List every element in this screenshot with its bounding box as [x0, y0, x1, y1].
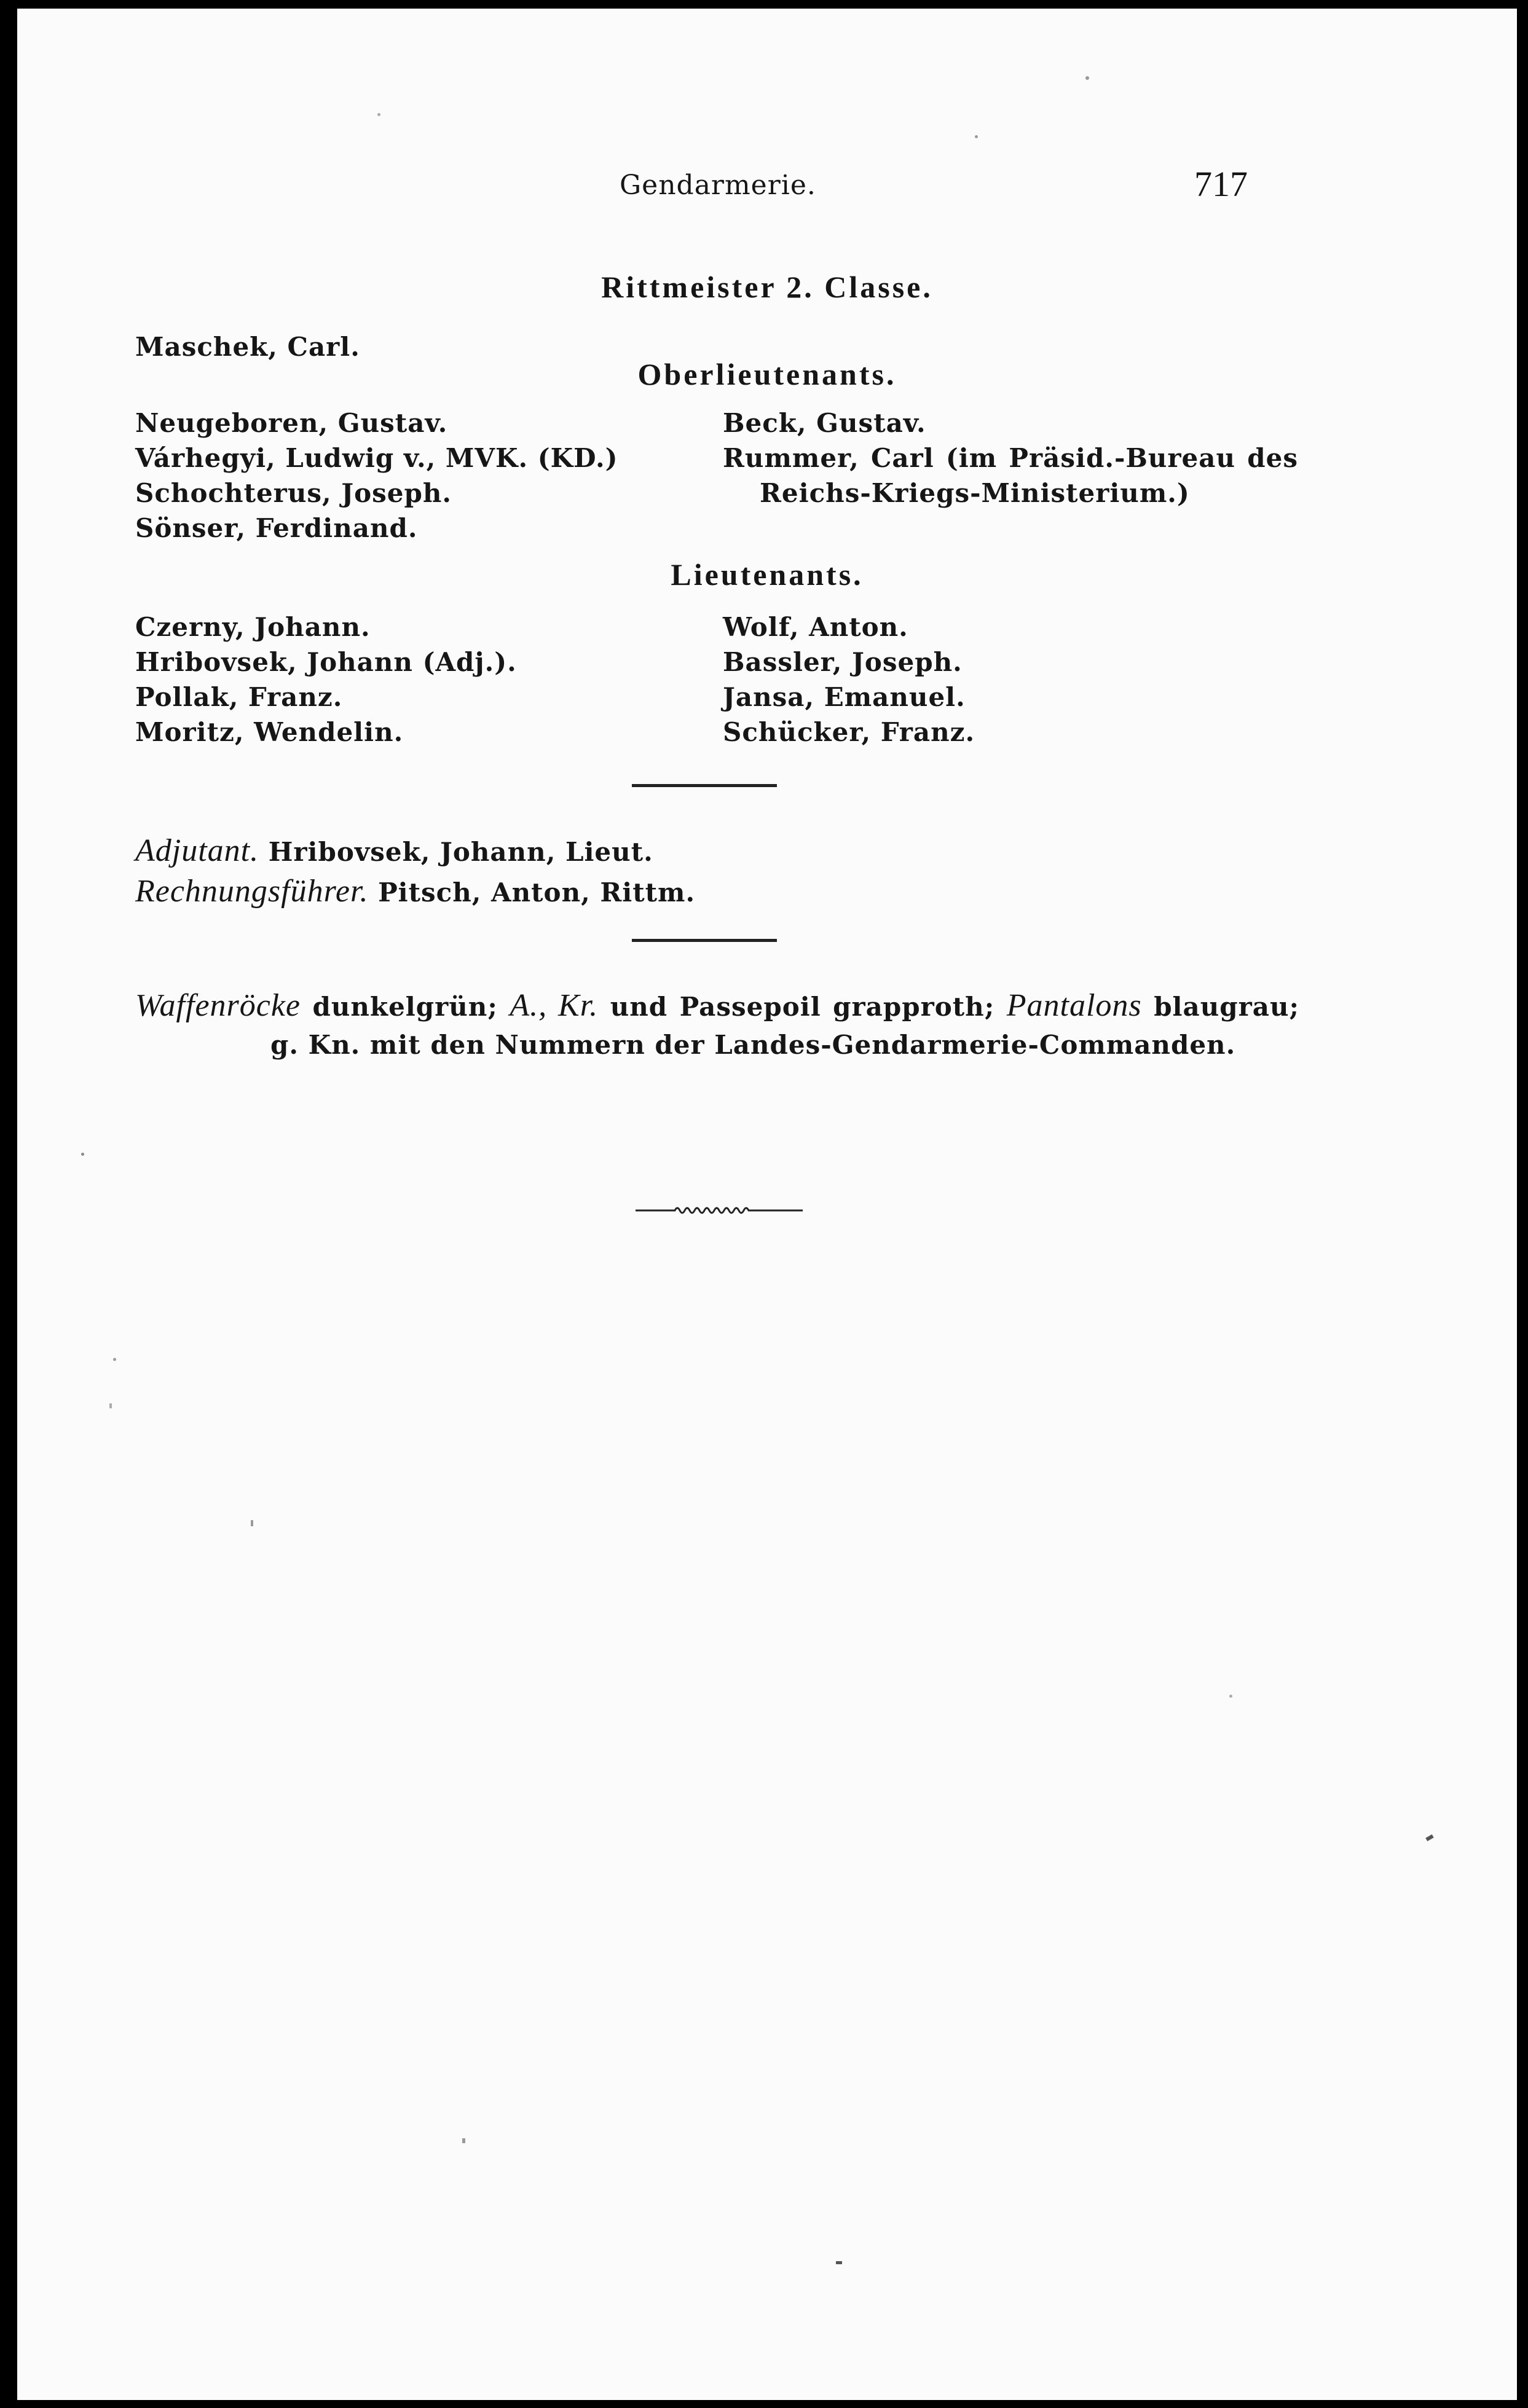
lieutenants-right-column	[723, 610, 975, 750]
scan-speck	[1229, 1695, 1232, 1698]
page-number: 717	[1194, 164, 1248, 204]
staff-adjutant-value: Hribovsek, Johann, Lieut.	[268, 837, 653, 867]
list-item: Wolf, Anton.	[723, 612, 908, 642]
oberlieutenants-left-column	[135, 406, 618, 546]
section-heading-lieutenants: Lieutenants.	[671, 557, 864, 592]
scan-speck	[1085, 76, 1089, 80]
staff-rechnungsfuehrer-label: Rechnungsführer.	[135, 874, 369, 909]
staff-rechnungsfuehrer	[135, 871, 695, 913]
running-header: Gendarmerie.	[620, 170, 816, 201]
scan-speck	[113, 1358, 116, 1361]
scan-speck	[462, 2138, 465, 2143]
scan-speck	[836, 2261, 842, 2264]
scan-speck	[81, 1153, 84, 1156]
uniform-line-2: g. Kn. mit den Nummern der Landes-Gendarmerie-Commanden.	[270, 1030, 1236, 1060]
staff-adjutant-label: Adjutant.	[135, 833, 259, 868]
list-item: Bassler, Joseph.	[723, 647, 963, 677]
section-heading-rittmeister: Rittmeister 2. Classe.	[601, 270, 933, 304]
uniform-text: blaugrau;	[1154, 992, 1300, 1022]
ornamental-end-rule	[636, 1203, 803, 1218]
staff-adjutant	[135, 831, 653, 873]
scan-speck	[109, 1403, 112, 1408]
oberlieutenants-right-column	[723, 406, 1298, 511]
document-page	[17, 9, 1517, 2400]
scan-speck	[377, 113, 380, 116]
list-item: Schücker, Franz.	[723, 717, 975, 747]
list-item: Schochterus, Joseph.	[135, 478, 452, 508]
scan-speck	[975, 135, 978, 138]
uniform-line-1	[135, 986, 1299, 1027]
uniform-text: dunkelgrün;	[312, 992, 498, 1022]
lieutenants-left-column	[135, 610, 517, 750]
uniform-term-waffenroecke: Waffenröcke	[135, 988, 301, 1023]
list-item: Beck, Gustav.	[723, 408, 926, 438]
list-item: Sönser, Ferdinand.	[135, 513, 418, 543]
list-item-continuation: Reichs-Kriegs-Ministerium.)	[760, 478, 1190, 508]
list-item: Jansa, Emanuel.	[723, 682, 966, 712]
section-heading-oberlieutenants: Oberlieutenants.	[637, 357, 897, 391]
uniform-term-pantalons: Pantalons	[1006, 988, 1142, 1023]
list-item: Várhegyi, Ludwig v., MVK. (KD.)	[135, 443, 618, 473]
uniform-text: und Passepoil grapproth;	[610, 992, 995, 1022]
list-item: Pollak, Franz.	[135, 682, 343, 712]
rittmeister-entry: Maschek, Carl.	[135, 332, 360, 362]
list-item: Czerny, Johann.	[135, 612, 371, 642]
list-item: Rummer, Carl (im Präsid.-Bureau des	[723, 443, 1298, 473]
divider-rule	[632, 939, 777, 942]
scan-speck	[251, 1520, 253, 1526]
uniform-term-abbrev: A., Kr.	[510, 988, 599, 1023]
list-item: Moritz, Wendelin.	[135, 717, 404, 747]
scan-speck	[1425, 1834, 1433, 1841]
divider-rule	[632, 784, 777, 787]
list-item: Hribovsek, Johann (Adj.).	[135, 647, 517, 677]
staff-rechnungsfuehrer-value: Pitsch, Anton, Rittm.	[378, 877, 696, 908]
list-item: Neugeboren, Gustav.	[135, 408, 448, 438]
